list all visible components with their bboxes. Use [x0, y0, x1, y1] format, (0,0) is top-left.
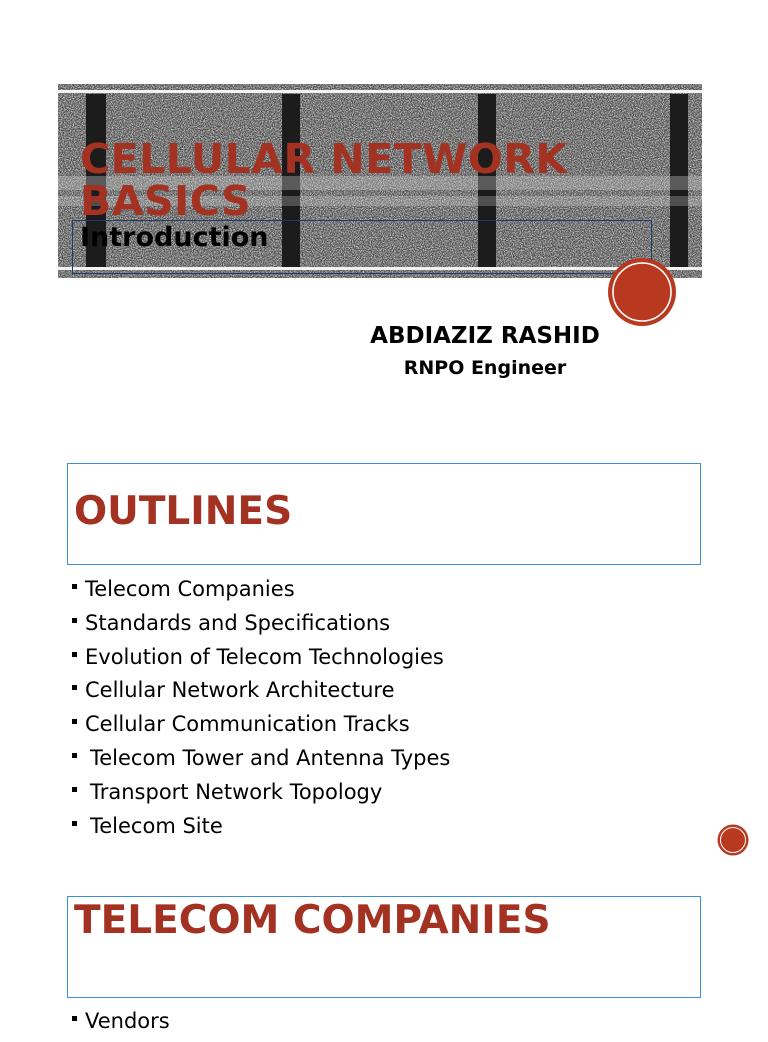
list-item [72, 576, 450, 610]
list-item-text: Telecom Companies [85, 577, 295, 601]
list-item-text: Standards and Specifications [85, 610, 391, 635]
outlines-slide [0, 430, 768, 880]
author-name: ABDIAZIZ RASHID [370, 323, 600, 349]
telecom-list [72, 1008, 170, 1042]
telecom-companies-slide [0, 880, 768, 1033]
list-item-text: Telecom Tower and Antenna Types [90, 745, 451, 770]
list-item-text: Cellular Communication Tracks [85, 712, 410, 737]
bullet-icon [72, 821, 77, 826]
bullet-icon [72, 787, 77, 792]
list-item [72, 745, 450, 779]
list-item [72, 677, 450, 711]
list-item-text: Evolution of Telecom Technologies [85, 644, 444, 669]
outlines-heading-box [67, 463, 701, 565]
list-item-text: Telecom Site [90, 813, 223, 838]
list-item [72, 1008, 170, 1042]
banner-top-rule [58, 90, 702, 93]
bullet-icon [72, 618, 77, 623]
bullet-icon [72, 1016, 77, 1021]
telecom-heading-box [67, 896, 701, 998]
bullet-icon [72, 719, 77, 724]
bullet-icon [72, 685, 77, 690]
bullet-icon [72, 753, 77, 758]
outlines-list [72, 576, 450, 846]
bullet-icon [72, 652, 77, 657]
list-item [72, 711, 450, 745]
list-item [72, 644, 450, 678]
list-item [72, 779, 450, 813]
list-item-text: Vendors [85, 1009, 170, 1033]
list-item [72, 610, 450, 644]
presentation-title: CELLULAR NETWORK BASICS [80, 135, 568, 225]
telecom-heading: TELECOM COMPANIES [74, 898, 551, 943]
presentation-subtitle: Introduction [80, 222, 269, 253]
red-circle-icon [607, 257, 677, 327]
bullet-icon [72, 584, 77, 589]
red-circle-icon [717, 824, 749, 856]
list-item-text: Transport Network Topology [90, 779, 383, 804]
outlines-heading: OUTLINES [74, 489, 293, 534]
title-slide [0, 0, 768, 430]
list-item [72, 813, 450, 847]
author-role: RNPO Engineer [403, 357, 567, 379]
list-item-text: Cellular Network Architecture [85, 678, 395, 703]
